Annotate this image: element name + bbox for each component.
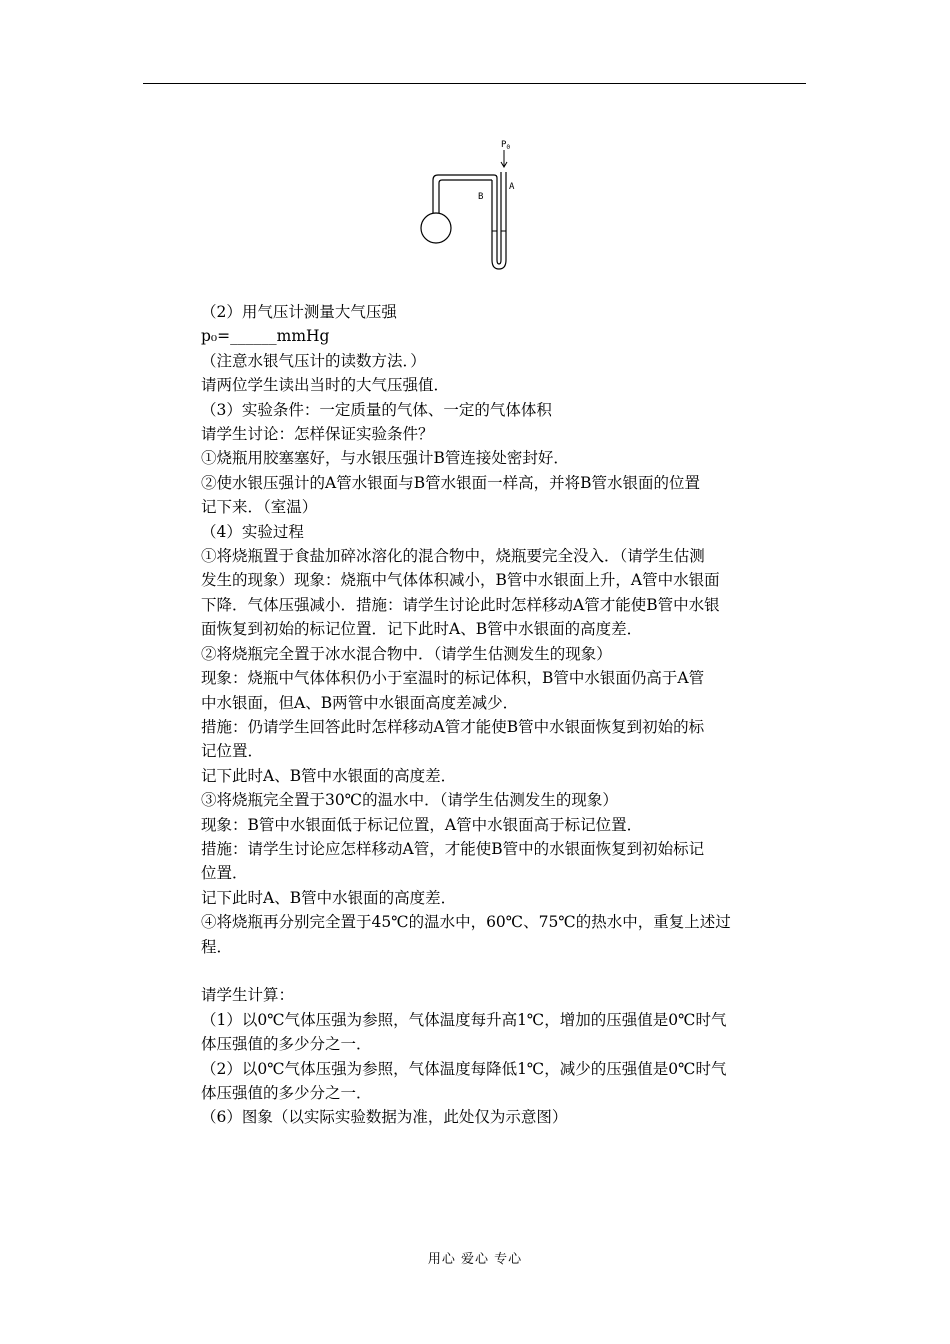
label-p0: $P_0$	[501, 140, 511, 151]
connecting-tube	[433, 175, 497, 200]
text-line: p₀=______mmHg	[201, 327, 330, 346]
text-line: 面恢复到初始的标记位置．记下此时A、B管中水银面的高度差．	[201, 620, 643, 639]
tube-b	[492, 178, 497, 260]
text-line: 下降．气体压强减小．措施：请学生讨论此时怎样移动A管才能使B管中水银	[201, 595, 720, 614]
text-line: 现象：B管中水银面低于标记位置，A管中水银面高于标记位置．	[201, 815, 643, 834]
text-line: 中水银面，但A、B两管中水银面高度差减少．	[201, 693, 519, 712]
text-line: （4）实验过程	[201, 522, 304, 541]
text-line: ②使水银压强计的A管水银面与B管水银面一样高，并将B管水银面的位置	[201, 473, 700, 492]
label-a: A	[509, 182, 515, 192]
text-line: ②将烧瓶完全置于冰水混合物中．（请学生估测发生的现象）	[201, 644, 612, 663]
text-line: 记下来．（室温）	[201, 498, 318, 517]
text-line: ①将烧瓶置于食盐加碎冰溶化的混合物中，烧瓶要完全没入．（请学生估测	[201, 547, 705, 566]
text-line: 记位置．	[201, 742, 264, 761]
flask-neck	[433, 200, 439, 213]
text-line: 请学生计算：	[201, 986, 295, 1005]
tube-a	[501, 172, 506, 260]
text-line	[201, 959, 761, 983]
apparatus-diagram	[416, 136, 526, 276]
text-line: 发生的现象）现象：烧瓶中气体体积减小，B管中水银面上升，A管中水银面	[201, 571, 720, 590]
text-line: 措施：仍请学生回答此时怎样移动A管才能使B管中水银面恢复到初始的标	[201, 717, 705, 736]
p0-arrow	[501, 150, 507, 167]
flask-bulb	[421, 213, 451, 243]
text-line: 请学生讨论：怎样保证实验条件？	[201, 425, 434, 444]
header-rule	[143, 83, 806, 84]
text-line: （6）图象（以实际实验数据为准，此处仅为示意图）	[201, 1108, 568, 1127]
text-line: ③将烧瓶完全置于30℃的温水中．（请学生估测发生的现象）	[201, 791, 618, 810]
text-line: 现象：烧瓶中气体体积仍小于室温时的标记体积，B管中水银面仍高于A管	[201, 669, 705, 688]
text-line: （注意水银气压计的读数方法．）	[201, 351, 426, 370]
text-line: 措施：请学生讨论应怎样移动A管，才能使B管中的水银面恢复到初始标记	[201, 839, 705, 858]
text-line: （1）以0℃气体压强为参照，气体温度每升高1℃，增加的压强值是0℃时气	[201, 1010, 727, 1029]
text-line: 程．	[201, 937, 233, 956]
text-line: 体压强值的多少分之一．	[201, 1083, 372, 1102]
text-line: （2）用气压计测量大气压强	[201, 303, 397, 321]
u-bend	[492, 260, 506, 269]
page-footer: 用心 爱心 专心	[427, 1252, 523, 1267]
text-line: 记下此时A、B管中水银面的高度差．	[201, 766, 457, 785]
text-line: ①烧瓶用胶塞塞好，与水银压强计B管连接处密封好．	[201, 449, 569, 468]
body-text	[201, 300, 761, 1130]
label-b: B	[478, 192, 484, 202]
text-line: （3）实验条件：一定质量的气体、一定的气体体积	[201, 400, 552, 419]
text-line: ④将烧瓶再分别完全置于45℃的温水中，60℃、75℃的热水中，重复上述过	[201, 913, 731, 932]
text-line: 记下此时A、B管中水银面的高度差．	[201, 888, 457, 907]
text-line: 位置．	[201, 864, 248, 883]
text-line: （2）以0℃气体压强为参照，气体温度每降低1℃，减少的压强值是0℃时气	[201, 1059, 727, 1078]
text-line: 体压强值的多少分之一．	[201, 1035, 372, 1054]
text-line: 请两位学生读出当时的大气压强值．	[201, 376, 450, 395]
